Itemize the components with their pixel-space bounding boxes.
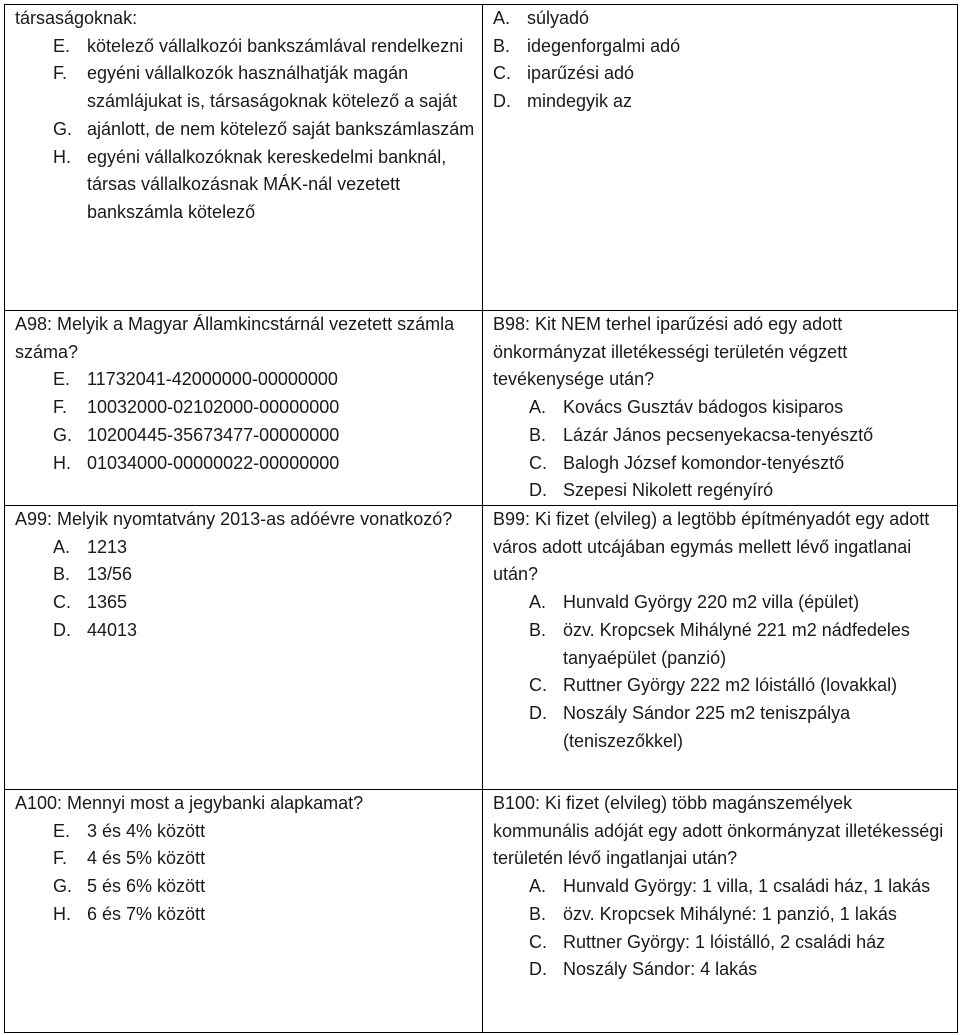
- option-item: [529, 700, 951, 755]
- question-text: A100: Mennyi most a jegybanki alapkamat?: [15, 793, 364, 813]
- option-letter: B.: [529, 903, 547, 924]
- option-text: 1365: [87, 592, 128, 613]
- option-item: [493, 5, 951, 33]
- question-text: B100: Ki fizet (elvileg) több magánszemélyek kommunális adóját egy adott önkormányzat illetékességi területén lévő ingatlanjai után?: [493, 793, 944, 869]
- option-item: [493, 33, 951, 61]
- question-text: A99: Melyik nyomtatvány 2013-as adóévre vonatkozó?: [15, 509, 453, 529]
- option-text: 44013: [87, 619, 138, 640]
- option-letter: E.: [53, 35, 71, 56]
- option-text: 3 és 4% között: [87, 820, 206, 841]
- option-text: 10200445-35673477-00000000: [87, 424, 340, 445]
- option-list: [493, 873, 951, 984]
- option-letter: D.: [529, 702, 547, 723]
- option-item: [53, 33, 476, 61]
- option-item: [53, 818, 476, 846]
- option-letter: C.: [529, 452, 547, 473]
- option-letter: A.: [493, 8, 511, 28]
- option-letter: C.: [529, 675, 547, 696]
- option-text: özv. Kropcsek Mihályné 221 m2 nádfedeles tanyaépület (panzió): [563, 619, 910, 668]
- option-text: Balogh József komondor-tenyésztő: [563, 452, 845, 473]
- option-text: 10032000-02102000-00000000: [87, 397, 340, 418]
- option-letter: C.: [529, 931, 547, 952]
- option-item: [529, 901, 951, 929]
- option-text: Noszály Sándor: 4 lakás: [563, 959, 758, 980]
- option-letter: C.: [53, 592, 71, 613]
- option-text: Hunvald György: 1 villa, 1 családi ház, 1 lakás: [563, 876, 931, 897]
- option-list: [15, 818, 476, 929]
- option-list: [15, 534, 476, 645]
- option-text: ajánlott, de nem kötelező saját bankszámlaszám: [87, 118, 475, 139]
- option-list: [493, 589, 951, 755]
- option-text: 1213: [87, 536, 128, 557]
- option-item: [53, 845, 476, 873]
- option-item: [53, 60, 476, 115]
- option-letter: B.: [529, 424, 547, 445]
- option-list: [493, 394, 951, 505]
- option-text: egyéni vállalkozóknak kereskedelmi banknál, társas vállalkozásnak MÁK-nál vezetett bankszámla kötelező: [87, 146, 447, 222]
- option-letter: E.: [53, 820, 71, 841]
- table-row: [5, 311, 958, 506]
- option-text: súlyadó: [527, 8, 590, 28]
- option-letter: H.: [53, 903, 71, 924]
- option-letter: D.: [493, 91, 511, 112]
- option-item: [529, 672, 951, 700]
- option-item: [493, 60, 951, 88]
- option-text: özv. Kropcsek Mihályné: 1 panzió, 1 lakás: [563, 903, 897, 924]
- option-letter: D.: [53, 619, 71, 640]
- question-cell-right: [483, 506, 958, 790]
- option-text: 4 és 5% között: [87, 848, 206, 869]
- option-letter: F.: [53, 397, 68, 418]
- option-item: [529, 873, 951, 901]
- table-row: [5, 790, 958, 1033]
- option-item: [53, 617, 476, 645]
- option-item: [529, 477, 951, 505]
- option-letter: B.: [53, 564, 71, 585]
- option-letter: E.: [53, 369, 71, 390]
- option-list: [15, 366, 476, 477]
- question-text: társaságoknak:: [15, 8, 138, 28]
- option-letter: H.: [53, 146, 71, 167]
- question-cell-left: [5, 5, 483, 311]
- question-cell-left: [5, 311, 483, 506]
- option-text: Noszály Sándor 225 m2 teniszpálya (teniszezőkkel): [563, 702, 851, 751]
- option-item: [529, 394, 951, 422]
- option-letter: G.: [53, 424, 73, 445]
- option-text: 11732041-42000000-00000000: [87, 369, 338, 390]
- option-text: 13/56: [87, 564, 133, 585]
- option-letter: D.: [529, 959, 547, 980]
- option-letter: H.: [53, 452, 71, 473]
- option-text: kötelező vállalkozói bankszámlával rendelkezni: [87, 35, 464, 56]
- option-item: [493, 88, 951, 116]
- option-letter: A.: [53, 536, 71, 557]
- question-cell-right: [483, 311, 958, 506]
- question-cell-left: [5, 506, 483, 790]
- option-item: [53, 422, 476, 450]
- option-item: [529, 956, 951, 984]
- option-letter: F.: [53, 848, 68, 869]
- option-item: [529, 617, 951, 672]
- option-letter: C.: [493, 63, 511, 84]
- option-letter: A.: [529, 876, 547, 897]
- option-letter: G.: [53, 118, 73, 139]
- question-cell-right: [483, 5, 958, 311]
- option-text: iparűzési adó: [527, 63, 635, 84]
- option-text: Ruttner György: 1 lóistálló, 2 családi ház: [563, 931, 886, 952]
- option-text: Ruttner György 222 m2 lóistálló (lovakkal): [563, 675, 898, 696]
- option-item: [53, 534, 476, 562]
- option-letter: B.: [529, 619, 547, 640]
- option-item: [53, 450, 476, 478]
- option-text: 5 és 6% között: [87, 876, 206, 897]
- option-item: [53, 116, 476, 144]
- question-cell-right: [483, 790, 958, 1033]
- option-item: [53, 366, 476, 394]
- option-text: idegenforgalmi adó: [527, 35, 681, 56]
- option-letter: A.: [529, 397, 547, 418]
- option-item: [529, 929, 951, 957]
- option-item: [529, 589, 951, 617]
- option-letter: F.: [53, 63, 68, 84]
- option-item: [53, 589, 476, 617]
- option-item: [53, 873, 476, 901]
- question-text: A98: Melyik a Magyar Államkincstárnál vezetett számla száma?: [15, 314, 455, 362]
- option-item: [529, 450, 951, 478]
- question-text: B98: Kit NEM terhel iparűzési adó egy adott önkormányzat illetékességi területén végzett tevékenysége után?: [493, 314, 848, 390]
- option-item: [53, 144, 476, 227]
- option-letter: B.: [493, 35, 511, 56]
- option-item: [53, 394, 476, 422]
- question-cell-left: [5, 790, 483, 1033]
- option-item: [529, 422, 951, 450]
- option-list: [493, 5, 951, 116]
- question-text: B99: Ki fizet (elvileg) a legtöbb építményadót egy adott város adott utcájában egymás mellett lévő ingatlanai után?: [493, 509, 930, 585]
- option-text: mindegyik az: [527, 91, 633, 112]
- table-row: [5, 5, 958, 311]
- option-text: 6 és 7% között: [87, 903, 206, 924]
- option-item: [53, 901, 476, 929]
- option-text: Hunvald György 220 m2 villa (épület): [563, 592, 860, 613]
- option-letter: A.: [529, 592, 547, 613]
- quiz-table: [4, 4, 958, 1033]
- option-list: [15, 33, 476, 227]
- option-text: 01034000-00000022-00000000: [87, 452, 340, 473]
- option-text: egyéni vállalkozók használhatják magán számlájukat is, társaságoknak kötelező a saját: [87, 63, 458, 112]
- option-text: Kovács Gusztáv bádogos kisiparos: [563, 397, 844, 418]
- table-row: [5, 506, 958, 790]
- option-item: [53, 561, 476, 589]
- option-letter: D.: [529, 480, 547, 501]
- option-letter: G.: [53, 876, 73, 897]
- option-text: Szepesi Nikolett regényíró: [563, 480, 774, 501]
- option-text: Lázár János pecsenyekacsa-tenyésztő: [563, 424, 874, 445]
